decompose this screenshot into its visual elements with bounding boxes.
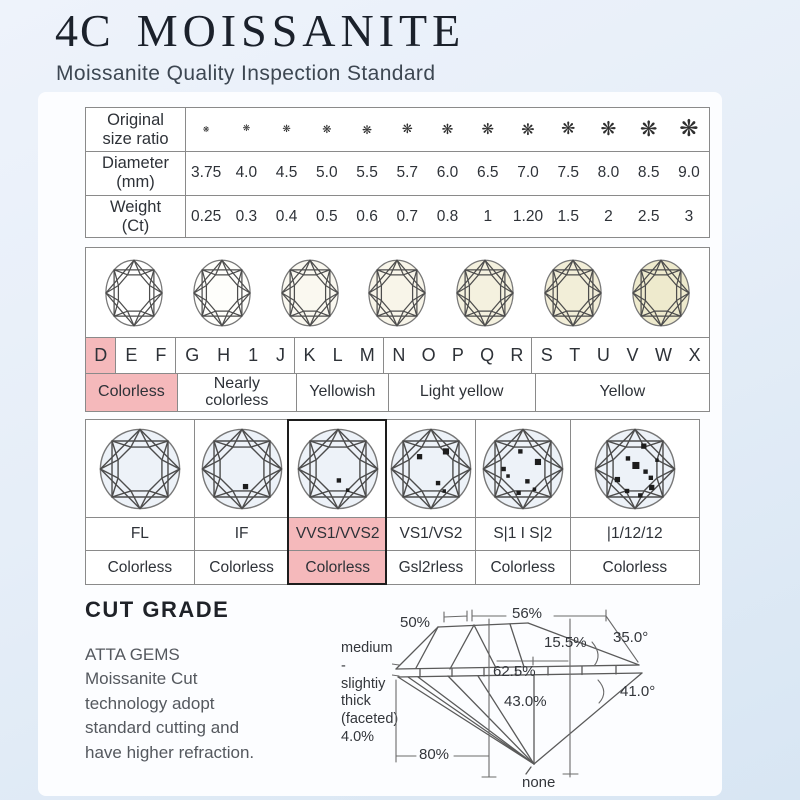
color-grade-letter: M (359, 345, 375, 365)
lower-girdle-label: 80% (419, 746, 450, 763)
clarity-grade-label: VS1/VS2 (387, 518, 475, 551)
size-ratio-cell (669, 108, 709, 151)
color-grade-letter: L (332, 345, 343, 365)
weight-value: 1.5 (557, 207, 579, 225)
inclusion-dot (516, 490, 520, 494)
pavilion-depth-label: 43.0% (504, 693, 547, 710)
weight-value: 0.8 (436, 207, 459, 225)
inclusion-dot (638, 493, 642, 497)
size-ratio-cell (186, 108, 226, 151)
diameter-value: 4.0 (235, 164, 258, 182)
inclusion-dot (655, 458, 659, 462)
inclusion-dot (518, 449, 522, 453)
crown-angle-label: 35.0° (613, 629, 649, 646)
size-ratio-row (86, 108, 709, 151)
color-grade-letter: D (94, 345, 108, 365)
color-grade-letter: V (626, 345, 639, 365)
size-ratio-cell (226, 108, 266, 151)
diamond-icon: ❋ (202, 124, 210, 134)
diamond-icon: ❋ (242, 124, 251, 135)
diameter-value: 7.0 (517, 164, 539, 182)
diamond-icon: ❋ (561, 119, 576, 140)
inclusion-dot (346, 488, 350, 492)
inclusion-dot (535, 458, 541, 464)
clarity-diamond (198, 425, 286, 513)
size-ratio-cell (468, 108, 508, 151)
color-diamond (534, 251, 612, 335)
weight-value: 0.4 (275, 207, 298, 225)
culet-label: none (522, 774, 556, 791)
color-category-cell: Yellow (535, 374, 709, 411)
clarity-diamond-cell (571, 420, 699, 518)
diamond-icon: ❋ (282, 123, 291, 135)
color-diamonds-row (86, 248, 709, 338)
color-letter-group (383, 338, 531, 373)
color-grade-letter: P (451, 345, 464, 365)
color-grade-letter: Q (480, 345, 495, 365)
clarity-column (386, 420, 475, 584)
color-category-cell: Yellowish (296, 374, 388, 411)
clarity-diamond-cell (289, 420, 386, 518)
inclusion-dot (625, 488, 629, 492)
color-letter-group (86, 338, 115, 373)
diameter-value: 4.5 (275, 164, 298, 182)
inclusion-dot (443, 448, 449, 454)
inclusion-dot (643, 469, 647, 473)
inclusion-dot (649, 484, 654, 489)
color-grade-letter: H (217, 345, 231, 365)
size-table (85, 107, 710, 238)
size-ratio-cell (307, 108, 347, 151)
clarity-grade-label: |1/12/12 (571, 518, 699, 551)
clarity-grade-label: FL (86, 518, 194, 551)
clarity-grade-label: S|1 I S|2 (476, 518, 570, 551)
weight-values (186, 196, 709, 238)
color-grade-letter: U (596, 345, 610, 365)
inclusion-dot (626, 456, 630, 460)
color-grade-letter: R (510, 345, 524, 365)
color-diamond (95, 251, 173, 335)
color-grade-letter: T (569, 345, 581, 365)
clarity-column (475, 420, 570, 584)
inclusion-dot (242, 483, 247, 488)
clarity-grade-label: IF (195, 518, 289, 551)
weight-value: 3 (684, 207, 694, 225)
weight-label: Weight (Ct) (86, 196, 186, 238)
clarity-grade-label: VVS1/VVS2 (289, 518, 386, 551)
inclusion-dot (641, 443, 646, 448)
diameter-row (86, 151, 709, 194)
clarity-diamond-cell (86, 420, 194, 518)
crown-height-label: 15.5% (544, 634, 587, 651)
clarity-color-label: Colorless (602, 558, 668, 576)
diameter-label: Diameter (mm) (86, 152, 186, 194)
clarity-column (194, 420, 289, 584)
color-grade-letter: S (540, 345, 553, 365)
clarity-diamond-cell (476, 420, 570, 518)
clarity-diamond (387, 425, 475, 513)
weight-value: 2.5 (637, 207, 660, 225)
inclusion-dot (506, 474, 510, 478)
weight-value: 0.7 (396, 207, 419, 225)
inclusion-dot (615, 476, 620, 481)
diameter-value: 8.5 (637, 164, 660, 182)
color-diamond (622, 251, 700, 335)
color-grade-letter: 1 (248, 345, 259, 365)
color-grade-letter: J (276, 345, 286, 365)
size-ratio-cell (266, 108, 306, 151)
inclusion-dot (442, 489, 446, 493)
size-ratio-cell (548, 108, 588, 151)
color-grade-letter: W (655, 345, 673, 365)
page-subtitle: Moissanite Quality Inspection Standard (56, 62, 436, 85)
page-title (55, 4, 465, 57)
clarity-color-label: Colorless (209, 558, 274, 576)
clarity-diamond (294, 425, 382, 513)
size-ratio-label: Original size ratio (86, 108, 186, 151)
color-category-row (86, 374, 709, 411)
color-diamond (358, 251, 436, 335)
size-ratio-cell (347, 108, 387, 151)
diameter-value: 3.75 (191, 164, 222, 182)
diameter-value: 9.0 (678, 164, 700, 182)
diameter-value: 5.5 (356, 164, 378, 182)
clarity-diamond-cell (195, 420, 289, 518)
clarity-diamond (479, 425, 567, 513)
clarity-color-label: Gsl2rless (398, 558, 464, 576)
diameter-values (186, 152, 709, 194)
clarity-table (85, 419, 700, 585)
weight-value: 0.5 (316, 207, 338, 225)
inclusion-dot (525, 479, 529, 483)
color-diamond (446, 251, 524, 335)
weight-value: 1.20 (512, 207, 544, 225)
diamond-icon: ❋ (679, 116, 699, 143)
clarity-color-label: Colorless (490, 558, 556, 576)
cut-proportion-diagram (392, 606, 670, 798)
clarity-color-label: Colorless (289, 551, 386, 584)
size-ratio-cell (427, 108, 467, 151)
crown-width-label: 56% (512, 605, 543, 622)
color-letter-group (294, 338, 383, 373)
inclusion-dot (336, 478, 340, 482)
size-ratio-cell (588, 108, 628, 151)
inclusion-dot (532, 487, 536, 491)
color-diamond (271, 251, 349, 335)
cut-grade-heading: CUT GRADE (85, 597, 230, 622)
size-ratio-cell (387, 108, 427, 151)
brand-4c: 4C (55, 5, 113, 56)
clarity-diamond-cell (387, 420, 475, 518)
diameter-value: 8.0 (597, 164, 620, 182)
color-category-cell: Colorless (86, 374, 177, 411)
diamond-icon: ❋ (322, 123, 332, 137)
color-letter-group (115, 338, 175, 373)
color-diamond (183, 251, 261, 335)
color-grade-letter: E (125, 345, 138, 365)
clarity-color-label: Colorless (107, 558, 173, 576)
color-letter-group (531, 338, 709, 373)
weight-value: 2 (604, 207, 613, 225)
inclusion-dot (417, 454, 422, 459)
diameter-value: 7.5 (557, 164, 579, 182)
pavilion-angle-label: 41.0° (620, 683, 656, 700)
size-ratio-icons (186, 108, 709, 151)
weight-value: 0.6 (356, 207, 378, 225)
weight-value: 0.3 (235, 207, 258, 225)
diameter-value: 6.0 (436, 164, 459, 182)
color-letter-group (175, 338, 294, 373)
color-grade-letter: N (392, 345, 406, 365)
diameter-value: 5.7 (396, 164, 419, 182)
diamond-icon: ❋ (401, 122, 413, 138)
diameter-value: 6.5 (476, 164, 499, 182)
inclusion-dot (648, 475, 652, 479)
diamond-icon: ❋ (600, 118, 617, 141)
color-category-cell: Nearly colorless (177, 374, 296, 411)
weight-value: 1 (483, 207, 493, 225)
diamond-icon: ❋ (441, 121, 454, 138)
size-ratio-cell (508, 108, 548, 151)
table-percent-label: 50% (400, 614, 431, 631)
diamond-icon: ❋ (362, 122, 373, 137)
clarity-diamond (96, 425, 184, 513)
clarity-diamond (591, 425, 679, 513)
color-grade-letter: X (688, 345, 701, 365)
color-letter-row (86, 338, 709, 374)
cut-grade-paragraph: ATTA GEMS Moissanite Cut technology adopt standard cutting and have higher refraction. (85, 645, 255, 762)
brand-moissanite: MOISSANITE (136, 5, 466, 56)
color-grade-letter: O (421, 345, 436, 365)
clarity-column (288, 420, 386, 584)
size-ratio-cell (629, 108, 669, 151)
inclusion-dot (632, 461, 639, 468)
diameter-value: 5.0 (316, 164, 338, 182)
color-grade-letter: F (155, 345, 167, 365)
total-depth-label: 62.5% (493, 663, 536, 680)
color-grade-table (85, 247, 710, 412)
color-grade-letter: K (303, 345, 316, 365)
diamond-icon: ❋ (481, 120, 495, 139)
weight-row (86, 195, 709, 238)
girdle-thickness-note: medium - slightiy thick (faceted) 4.0% (341, 640, 399, 746)
color-category-cell: Light yellow (388, 374, 535, 411)
inclusion-dot (501, 466, 505, 470)
clarity-column (86, 420, 194, 584)
color-grade-letter: G (185, 345, 200, 365)
diamond-icon: ❋ (639, 117, 658, 142)
diamond-icon: ❋ (521, 119, 535, 139)
clarity-column (570, 420, 699, 584)
weight-value: 0.25 (191, 207, 222, 225)
inclusion-dot (436, 480, 440, 484)
